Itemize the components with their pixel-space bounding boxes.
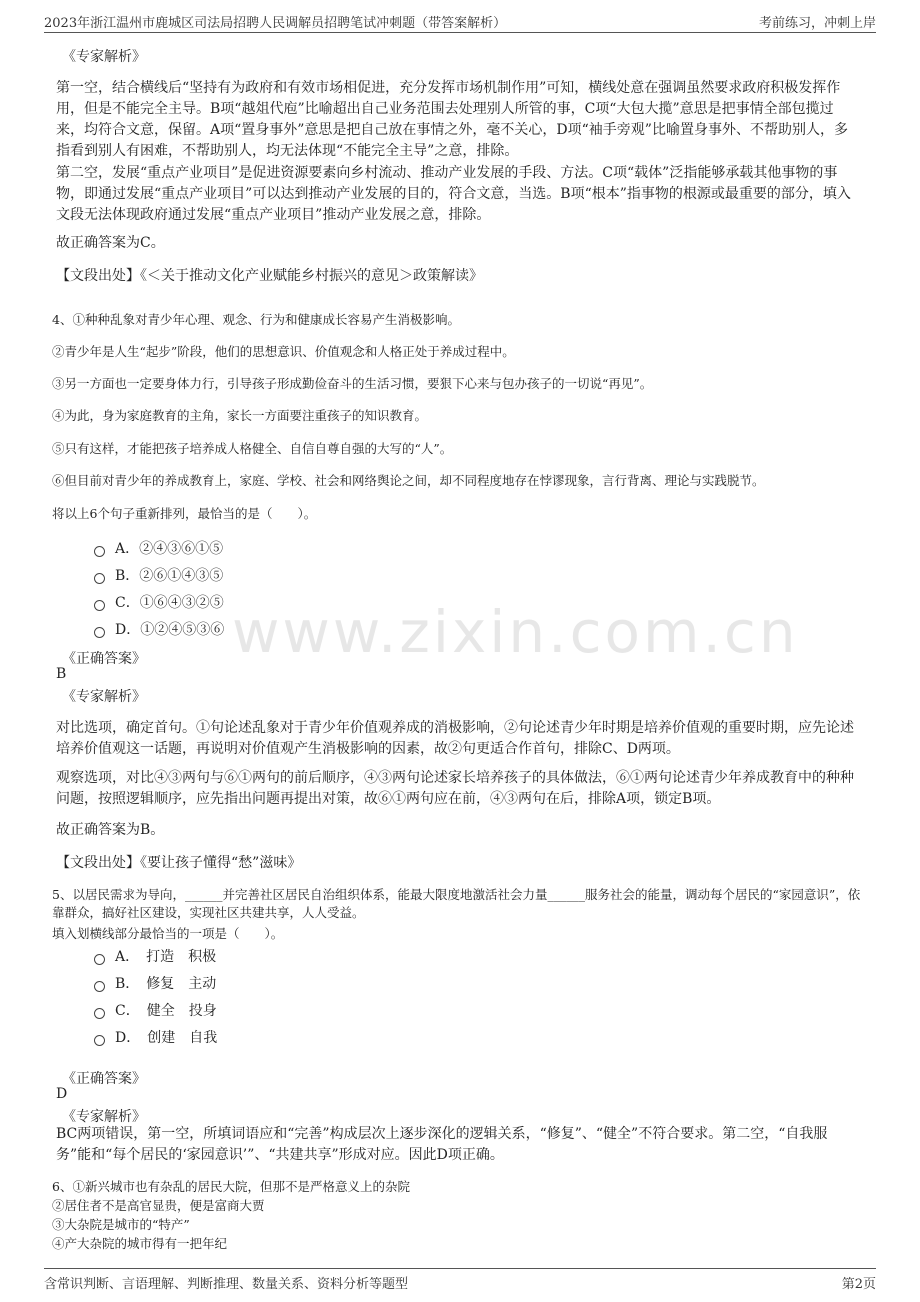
q4-conclusion: 故正确答案为B。 [56,822,165,838]
q3-conclusion: 故正确答案为C。 [56,235,165,251]
q4-expert-label: 《专家解析》 [62,689,146,705]
q4-sentence-5: ⑤只有这样，才能把孩子培养成人格健全、自信自尊自强的大写的“人”。 [52,441,453,456]
radio-icon[interactable] [94,546,105,557]
document-title: 2023年浙江温州市鹿城区司法局招聘人民调解员招聘笔试冲刺题（带答案解析） [44,16,507,31]
radio-icon[interactable] [94,1035,105,1046]
q5-answer: D [56,1086,68,1102]
footer-description: 含常识判断、言语理解、判断推理、数量关系、资料分析等题型 [44,1277,409,1292]
q3-expert-label: 《专家解析》 [62,49,146,65]
page-header [44,10,876,33]
q4-answer-label: 《正确答案》 [62,651,146,667]
q4-option-d[interactable]: D．①②④⑤③⑥ [94,619,224,639]
q6-sentence-4: ④产大杂院的城市得有一把年纪 [52,1236,228,1251]
q5-option-a[interactable]: A． 打造 积极 [94,946,216,966]
q5-stem: 5、以居民需求为导向，______并完善社区居民自治组织体系，能最大限度地激活社会力量______服务社会的能量，调动每个居民的“家园意识”，依靠群众，搞好社区建设，实现社区共建共享，人人受益。 [52,887,861,920]
q4-sentence-6: ⑥但目前对青少年的养成教育上，家庭、学校、社会和网络舆论之间，却不同程度地存在悖谬现象，言行背离、理论与实践脱节。 [52,473,765,488]
q6-sentence-1: 6、①新兴城市也有杂乱的居民大院，但那不是严格意义上的杂院 [52,1179,410,1194]
q4-analysis-p2: 观察选项，对比④③两句与⑥①两句的前后顺序，④③两句论述家长培养孩子的具体做法，⑥①两句论述青少年养成教育中的种种问题，按照逻辑顺序，应先指出问题再提出对策，故⑥①两句应在前，④③两句在后，排除A项，锁定B项。 [56,770,854,807]
q3-source: 【文段出处】《＜关于推动文化产业赋能乡村振兴的意见＞政策解读》 [56,268,483,284]
q4-sentence-3: ③另一方面也一定要身体力行，引导孩子形成勤俭奋斗的生活习惯，要狠下心来与包办孩子的一切说“再见”。 [52,376,653,391]
q4-source: 【文段出处】《要让孩子懂得“愁”滋味》 [56,855,302,871]
q5-option-b[interactable]: B． 修复 主动 [94,973,216,993]
radio-icon[interactable] [94,954,105,965]
q4-analysis-p1: 对比选项，确定首句。①句论述乱象对于青少年价值观养成的消极影响，②句论述青少年时期是培养价值观的重要时期，应先论述培养价值观这一话题，再说明对价值观产生消极影响的因素，故②句更适合作首句，排除C、D两项。 [56,720,854,757]
q5-option-d[interactable]: D． 创建 自我 [94,1027,217,1047]
page-footer [44,1268,876,1293]
q6-sentence-3: ③大杂院是城市的“特产” [52,1217,190,1232]
q5-answer-label: 《正确答案》 [62,1071,146,1087]
q4-sentence-2: ②青少年是人生“起步”阶段，他们的思想意识、价值观念和人格正处于养成过程中。 [52,344,515,359]
q5-prompt: 填入划横线部分最恰当的一项是（ ）。 [52,926,284,941]
q4-answer: B [56,666,67,682]
q4-option-a[interactable]: A．②④③⑥①⑤ [94,538,223,558]
q4-option-b[interactable]: B．②⑥①④③⑤ [94,565,223,585]
q4-prompt: 将以上6个句子重新排列，最恰当的是（ ）。 [52,506,317,521]
q5-option-c[interactable]: C． 健全 投身 [94,1000,217,1020]
q3-analysis-p2: 第二空，发展“重点产业项目”是促进资源要素向乡村流动、推动产业发展的手段、方法。C项“载体”泛指能够承载其他事物的事物，即通过发展“重点产业项目”可以达到推动产业发展的目的，符合文意，当选。B项“根本”指事物的根源或最重要的部分，填入文段无法体现政府通过发展“重点产业项目”推动产业发展之意，排除。 [56,165,851,223]
radio-icon[interactable] [94,981,105,992]
radio-icon[interactable] [94,627,105,638]
q5-analysis-p1: BC两项错误，第一空，所填词语应和“完善”构成层次上逐步深化的逻辑关系，“修复”、“健全”不符合要求。第二空，“自我服务”能和“每个居民的‘家园意识’”、“共建共享”形成对应。因此D项正确。 [56,1126,828,1163]
watermark: www.zixin.com.cn [232,598,799,666]
q4-sentence-4: ④为此，身为家庭教育的主角，家长一方面要注重孩子的知识教育。 [52,408,428,423]
q4-option-c[interactable]: C．①⑥④③②⑤ [94,592,224,612]
radio-icon[interactable] [94,573,105,584]
header-tagline: 考前练习，冲刺上岸 [758,16,876,31]
q5-expert-label: 《专家解析》 [62,1109,146,1125]
q3-analysis-p1: 第一空，结合横线后“坚持有为政府和有效市场相促进，充分发挥市场机制作用”可知，横线处意在强调虽然要求政府积极发挥作用，但是不能完全主导。B项“越俎代庖”比喻超出自己业务范围去处理别人所管的事，C项“大包大揽”意思是把事情全部包揽过来，均符合文意，保留。A项“置身事外”意思是把自己放在事情之外，毫不关心，D项“袖手旁观”比喻置身事外、不帮助别人，多指看到别人有困难，不帮助别人，均无法体现“不能完全主导”之意，排除。 [56,80,848,159]
q6-sentence-2: ②居住者不是高官显贵，便是富商大贾 [52,1198,265,1213]
radio-icon[interactable] [94,600,105,611]
q4-sentence-1: 4、①种种乱象对青少年心理、观念、行为和健康成长容易产生消极影响。 [52,312,460,327]
page-number: 第2页 [841,1277,876,1292]
radio-icon[interactable] [94,1008,105,1019]
